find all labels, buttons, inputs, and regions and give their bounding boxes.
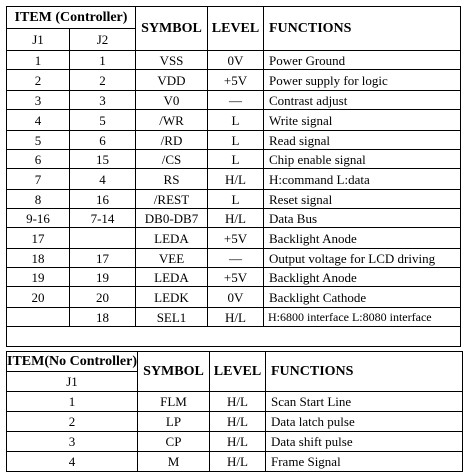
- pin-row: [7, 249, 461, 268]
- j2-pin-cell: 19: [70, 268, 136, 287]
- j1-pin-cell: [7, 308, 70, 327]
- level-cell: H/L: [208, 209, 264, 228]
- j1-pin-cell: 2: [7, 412, 138, 432]
- j1-pin-cell: 7: [7, 169, 70, 190]
- function-cell: Contrast adjust: [264, 91, 461, 110]
- j2-pin-cell: 6: [70, 131, 136, 150]
- level-cell: +5V: [208, 268, 264, 287]
- j1-pin-cell: 19: [7, 268, 70, 287]
- j2-header: J2: [70, 29, 136, 51]
- j1-pin-cell: 6: [7, 150, 70, 169]
- level-cell: L: [208, 110, 264, 131]
- level-cell: 0V: [208, 287, 264, 308]
- level-cell: L: [208, 190, 264, 209]
- j1-pin-cell: 4: [7, 110, 70, 131]
- function-cell: Power Ground: [264, 51, 461, 70]
- symbol-cell: VSS: [136, 51, 208, 70]
- level-cell: L: [208, 150, 264, 169]
- function-cell: Data shift pulse: [266, 432, 463, 452]
- function-cell: Read signal: [264, 131, 461, 150]
- pin-row: [7, 268, 461, 287]
- functions-header: FUNCTIONS: [266, 352, 463, 392]
- function-cell: Output voltage for LCD driving: [264, 249, 461, 268]
- symbol-cell: LEDA: [136, 228, 208, 249]
- symbol-cell: RS: [136, 169, 208, 190]
- symbol-cell: LEDA: [136, 268, 208, 287]
- level-cell: H/L: [210, 452, 266, 472]
- j2-pin-cell: 3: [70, 91, 136, 110]
- j2-pin-cell: 15: [70, 150, 136, 169]
- j2-pin-cell: 20: [70, 287, 136, 308]
- symbol-cell: /WR: [136, 110, 208, 131]
- pin-row: [7, 51, 461, 70]
- pin-row: [7, 432, 463, 452]
- symbol-cell: DB0-DB7: [136, 209, 208, 228]
- function-cell: Backlight Cathode: [264, 287, 461, 308]
- j2-pin-cell: 2: [70, 70, 136, 91]
- j2-pin-cell: 5: [70, 110, 136, 131]
- level-cell: H/L: [210, 412, 266, 432]
- pin-row: [7, 228, 461, 249]
- function-cell: Chip enable signal: [264, 150, 461, 169]
- symbol-cell: V0: [136, 91, 208, 110]
- j1-header: J1: [7, 29, 70, 51]
- symbol-cell: VDD: [136, 70, 208, 91]
- j1-pin-cell: 17: [7, 228, 70, 249]
- function-cell: Scan Start Line: [266, 392, 463, 412]
- symbol-header: SYMBOL: [138, 352, 210, 392]
- pin-row: [7, 70, 461, 91]
- symbol-cell: CP: [138, 432, 210, 452]
- pin-row: [7, 287, 461, 308]
- symbol-header: SYMBOL: [136, 7, 208, 51]
- j1-pin-cell: 8: [7, 190, 70, 209]
- level-cell: 0V: [208, 51, 264, 70]
- j1-pin-cell: 3: [7, 91, 70, 110]
- function-cell: Data Bus: [264, 209, 461, 228]
- j1-pin-cell: 1: [7, 392, 138, 412]
- level-cell: H/L: [208, 308, 264, 327]
- j1-pin-cell: 20: [7, 287, 70, 308]
- pin-row: [7, 308, 461, 327]
- symbol-cell: M: [138, 452, 210, 472]
- symbol-cell: VEE: [136, 249, 208, 268]
- j2-pin-cell: 4: [70, 169, 136, 190]
- j1-header: J1: [7, 372, 138, 392]
- spacer-cell: [7, 327, 461, 347]
- function-cell: Backlight Anode: [264, 268, 461, 287]
- item-no-controller-header: ITEM(No Controller): [7, 352, 138, 372]
- j2-pin-cell: 17: [70, 249, 136, 268]
- function-cell: H:command L:data: [264, 169, 461, 190]
- no-controller-pin-table: [6, 351, 463, 472]
- level-cell: H/L: [210, 432, 266, 452]
- symbol-cell: LP: [138, 412, 210, 432]
- j1-pin-cell: 9-16: [7, 209, 70, 228]
- function-cell: Frame Signal: [266, 452, 463, 472]
- j1-pin-cell: 5: [7, 131, 70, 150]
- j1-pin-cell: 3: [7, 432, 138, 452]
- symbol-cell: LEDK: [136, 287, 208, 308]
- pin-row: [7, 110, 461, 131]
- pin-row: [7, 209, 461, 228]
- function-cell: Data latch pulse: [266, 412, 463, 432]
- pin-row: [7, 412, 463, 432]
- j2-pin-cell: [70, 228, 136, 249]
- controller-pin-table: [6, 6, 461, 347]
- function-cell: Backlight Anode: [264, 228, 461, 249]
- pin-row: [7, 131, 461, 150]
- level-cell: H/L: [208, 169, 264, 190]
- function-cell: Write signal: [264, 110, 461, 131]
- function-cell: H:6800 interface L:8080 interface: [264, 308, 461, 327]
- level-cell: L: [208, 131, 264, 150]
- function-cell: Power supply for logic: [264, 70, 461, 91]
- symbol-cell: /CS: [136, 150, 208, 169]
- level-header: LEVEL: [210, 352, 266, 392]
- pin-row: [7, 190, 461, 209]
- level-cell: +5V: [208, 70, 264, 91]
- functions-header: FUNCTIONS: [264, 7, 461, 51]
- level-header: LEVEL: [208, 7, 264, 51]
- level-cell: H/L: [210, 392, 266, 412]
- level-cell: —: [208, 91, 264, 110]
- j1-pin-cell: 2: [7, 70, 70, 91]
- j1-pin-cell: 1: [7, 51, 70, 70]
- symbol-cell: SEL1: [136, 308, 208, 327]
- j2-pin-cell: 16: [70, 190, 136, 209]
- pin-row: [7, 452, 463, 472]
- symbol-cell: /RD: [136, 131, 208, 150]
- pin-row: [7, 392, 463, 412]
- spacer-row: [7, 327, 461, 347]
- level-cell: +5V: [208, 228, 264, 249]
- j2-pin-cell: 18: [70, 308, 136, 327]
- pin-row: [7, 91, 461, 110]
- pin-row: [7, 150, 461, 169]
- j1-pin-cell: 18: [7, 249, 70, 268]
- j1-pin-cell: 4: [7, 452, 138, 472]
- j2-pin-cell: 7-14: [70, 209, 136, 228]
- pin-row: [7, 169, 461, 190]
- symbol-cell: FLM: [138, 392, 210, 412]
- symbol-cell: /REST: [136, 190, 208, 209]
- function-cell: Reset signal: [264, 190, 461, 209]
- level-cell: —: [208, 249, 264, 268]
- j2-pin-cell: 1: [70, 51, 136, 70]
- item-controller-header: ITEM (Controller): [7, 7, 136, 29]
